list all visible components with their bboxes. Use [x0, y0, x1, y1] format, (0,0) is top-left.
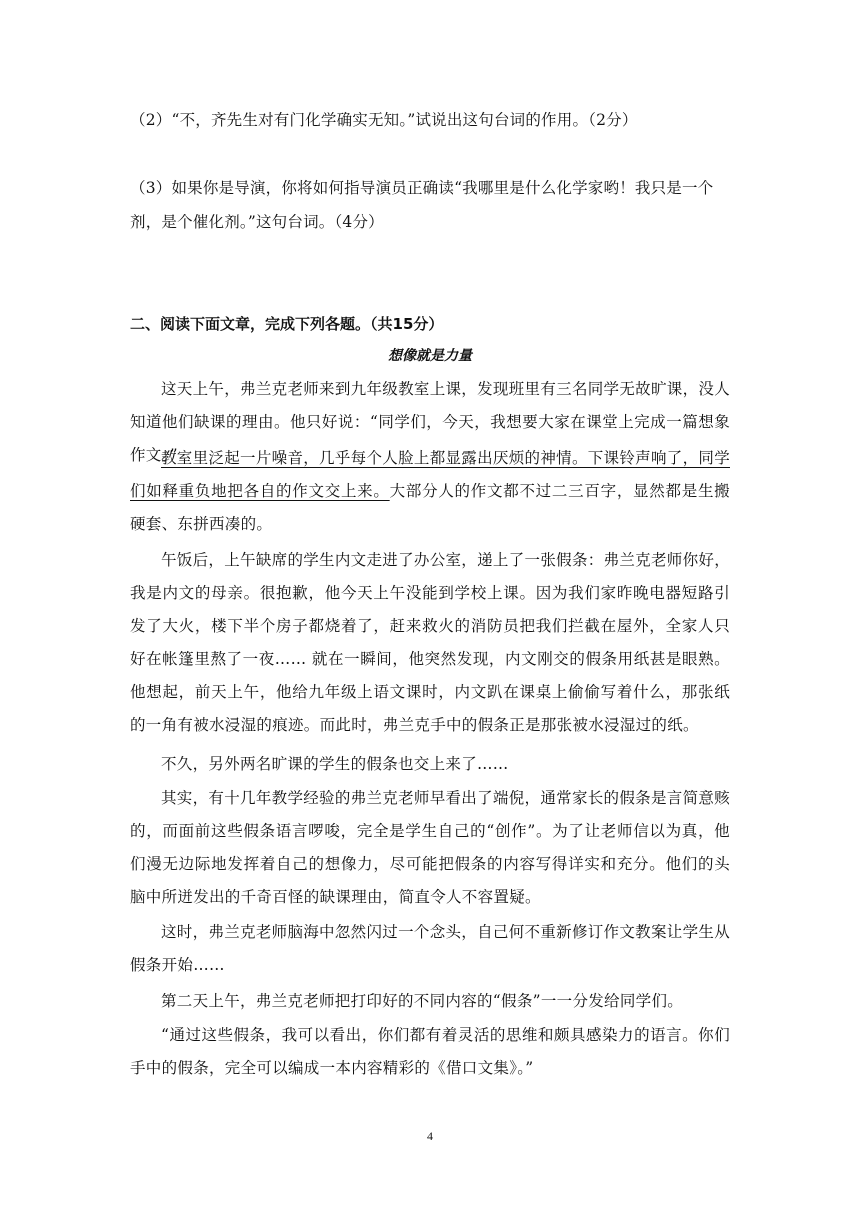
article-paragraph-1: 这天上午，弗兰克老师来到九年级教室上课，发现班里有三名同学无故旷课，没人知道他们缺课的理由。他只好说：“同学们，今天，我想要大家在课堂上完成一篇想象作文。” [130, 380, 730, 464]
article-paragraph-3: 午饭后，上午缺席的学生内文走进了办公室，递上了一张假条：弗兰克老师你好，我是内文的母亲。很抱歉，他今天上午没能到学校上课。因为我们家昨晚电器短路引发了大火，楼下半个房子都烧着了，赶来救火的消防员把我们拦截在屋外，全家人只好在帐篷里熬了一夜…… 就在一瞬间，他突然发现，内文刚交的假条用纸甚是眼熟。他想起，前天上午，他给九年级上语文课时，内文趴在课桌上偷偷写着什么，那张纸的一角有被水浸湿的痕迹。而此时，弗兰克手中的假条正是那张被水浸湿过的纸。 [130, 551, 730, 734]
question-3-line-1: （3）如果你是导演，你将如何指导演员正确读“我哪里是什么化学家哟！我只是一个 [130, 179, 714, 197]
section-heading: 二、阅读下面文章，完成下列各题。（共15分） [130, 315, 444, 333]
underlined-passage: 教室里泛起一片噪音，几乎每个人脸上都显露出厌烦的神情。下课铃声响了，同学们如释重负地把各自的作文交上来。 [130, 449, 730, 500]
article-paragraph-7: 第二天上午，弗兰克老师把打印好的不同内容的“假条”一一分发给同学们。 [161, 992, 684, 1010]
article-title: 想像就是力量 [388, 348, 472, 364]
article-paragraph-5: 其实，有十几年教学经验的弗兰克老师早看出了端倪，通常家长的假条是言简意赅的，而面前这些假条语言啰唆，完全是学生自己的“创作”。为了让老师信以为真，他们漫无边际地发挥着自己的想像力，尽可能把假条的内容写得详实和充分。他们的头脑中所迸发出的千奇百怪的缺课理由，简直令人不容置疑。 [130, 789, 730, 906]
article-paragraph-8: “通过这些假条，我可以看出，你们都有着灵活的思维和颇具感染力的语言。你们手中的假条，完全可以编成一本内容精彩的《借口文集》。” [130, 1026, 730, 1077]
article-paragraph-6: 这时，弗兰克老师脑海中忽然闪过一个念头，自己何不重新修订作文教案让学生从假条开始…… [130, 923, 730, 974]
question-3-line-2: 剂，是个催化剂。”这句台词。（4分） [130, 213, 384, 231]
page-number: 4 [427, 1129, 433, 1143]
article-paragraph-2 [130, 442, 730, 541]
question-2: （2）“不，齐先生对有门化学确实无知。”试说出这句台词的作用。（2分） [130, 111, 638, 129]
article-paragraph-4: 不久，另外两名旷课的学生的假条也交上来了…… [161, 755, 509, 773]
paragraph-2-rest: 大部分人的作文都不过二三百字，显然都是生搬硬套、东拼西凑的。 [130, 482, 730, 533]
